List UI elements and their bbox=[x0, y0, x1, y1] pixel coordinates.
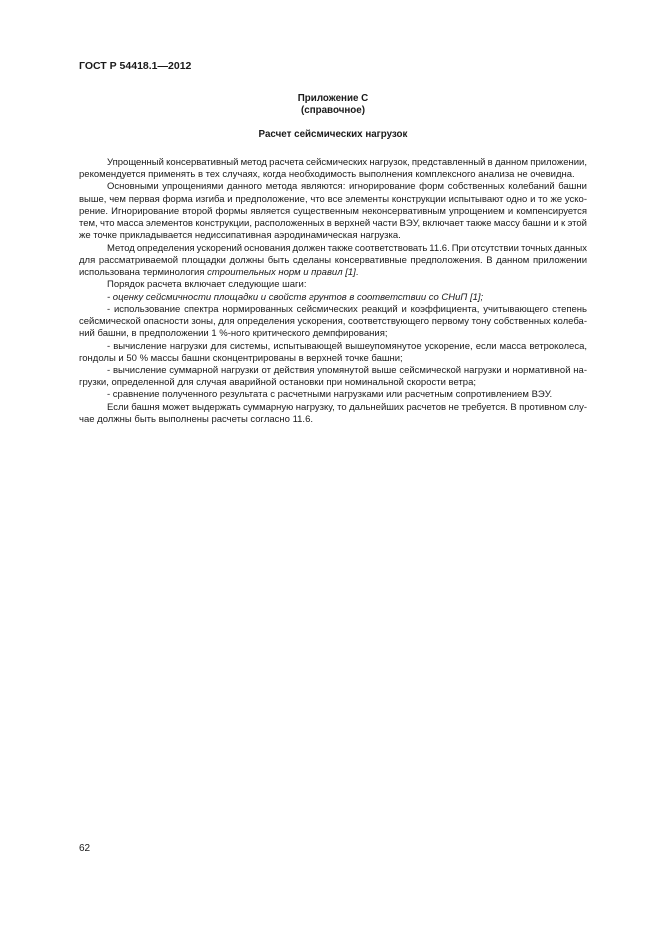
section-heading: Расчет сейсмических нагрузок bbox=[258, 129, 408, 140]
paragraph-line: выше, чем первая форма изгиба и предположение, что все элементы конструкции испытывают одно и то же уско- bbox=[79, 193, 587, 205]
page-number: 62 bbox=[79, 843, 91, 854]
reference-italic: строительных норм и правил [1] bbox=[207, 267, 356, 279]
list-item: - использование спектра нормированных сейсмических реакций и коэффициента, учитывающего степень bbox=[107, 303, 587, 315]
paragraph-line: рекомендуется применять в тех случаях, когда необходимость выполнения комплексного анализа не очевидна. bbox=[79, 169, 575, 181]
paragraph-line: тем, что масса элементов конструкции, расположенных в верхней части ВЭУ, включает также массу башни и к этой bbox=[79, 218, 587, 230]
line-text: использована терминология bbox=[79, 267, 208, 279]
paragraph-line: для рассматриваемой площадки должны быть сделаны консервативные предположения. В данном приложении bbox=[79, 254, 587, 266]
list-item-line: грузки, определенной для случая аварийной остановки при номинальной скорости ветра; bbox=[79, 377, 477, 389]
line-suffix: . bbox=[355, 267, 359, 279]
paragraph-line: же точке прикладывается недиссипативная аэродинамическая нагрузка. bbox=[79, 230, 401, 242]
list-item: - сравнение полученного результата с расчетными нагрузками или расчетным сопротивлением ВЭУ. bbox=[107, 389, 553, 401]
paragraph-line: чае должны быть выполнены расчеты согласно 11.6. bbox=[79, 413, 313, 425]
paragraph-line: Порядок расчета включает следующие шаги: bbox=[107, 279, 307, 291]
paragraph-line: Метод определения ускорений основания должен также соответствовать 11.6. При отсутствии точных данных bbox=[107, 242, 587, 254]
list-item-line: гондолы и 50 % массы башни сконцентрированы в верхней точке башни; bbox=[79, 352, 403, 364]
paragraph-line bbox=[79, 267, 587, 279]
list-item: - вычисление суммарной нагрузки от действия упомянутой выше сейсмической нагрузки и нормативной на- bbox=[107, 364, 587, 376]
paragraph-line: Упрощенный консервативный метод расчета сейсмических нагрузок, представленный в данном приложении, bbox=[107, 157, 587, 168]
list-item-line: ний башни, в предположении 1 %-ного критического демпфирования; bbox=[79, 328, 388, 340]
paragraph-line: Основными упрощениями данного метода являются: игнорирование форм собственных колебаний башни bbox=[107, 181, 587, 193]
list-item: - оценку сейсмичности площадки и свойств грунтов в соответствии со СНиП [1]; bbox=[107, 291, 484, 303]
body-text bbox=[79, 157, 587, 426]
list-item: - вычисление нагрузки для системы, испытывающей вышеупомянутое ускорение, если масса ветроколеса, bbox=[107, 340, 587, 352]
appendix-status: (справочное) bbox=[301, 105, 365, 116]
paragraph-line: Если башня может выдержать суммарную нагрузку, то дальнейших расчетов не требуется. В противном слу- bbox=[107, 401, 587, 413]
appendix-title: Приложение С bbox=[297, 93, 369, 104]
list-item-line: сейсмической опасности зоны, для определения ускорения, соответствующего первому тону собственных колеба- bbox=[79, 316, 587, 328]
paragraph-line: рение. Игнорирование второй формы является существенным неконсервативным упрощением и компенсируется bbox=[79, 205, 587, 217]
document-header: ГОСТ Р 54418.1—2012 bbox=[79, 60, 192, 72]
